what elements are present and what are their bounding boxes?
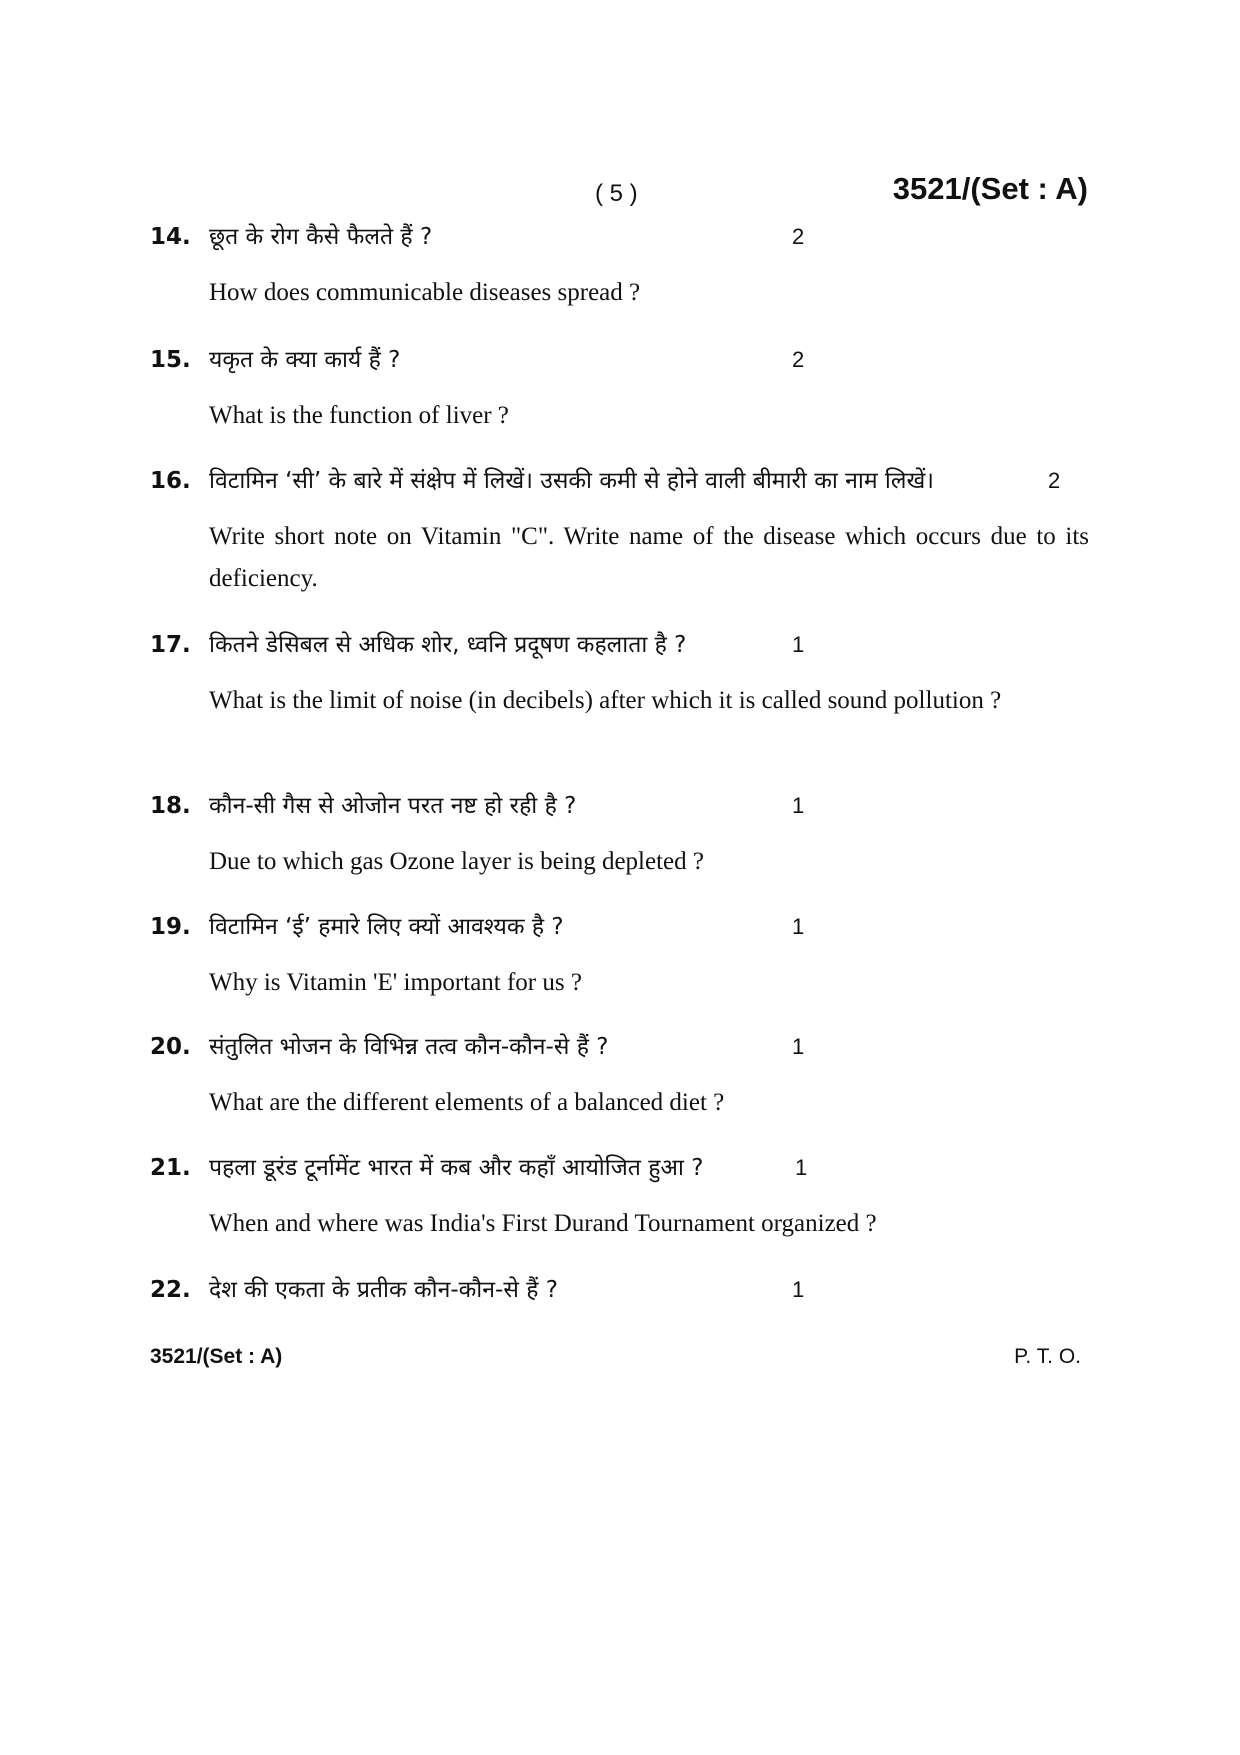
question-number: 21. — [150, 1155, 191, 1181]
question-text-hindi: विटामिन ‘सी’ के बारे में संक्षेप में लिखें। उसकी कमी से होने वाली बीमारी का नाम लिखें। — [209, 468, 934, 494]
question-marks: 1 — [792, 632, 805, 657]
question-marks: 1 — [792, 914, 805, 939]
question-text-english: When and where was India's First Durand Tournament organized ? — [209, 1210, 877, 1237]
question-17 — [150, 625, 1090, 722]
question-number: 22. — [150, 1277, 191, 1303]
question-text-english: What is the limit of noise (in decibels) after which it is called sound pollution ? — [209, 687, 1002, 714]
question-number: 18. — [150, 793, 191, 819]
paper-code-header: 3521/(Set : A) — [892, 171, 1088, 206]
question-number: 14. — [150, 224, 191, 250]
question-marks: 1 — [795, 1155, 808, 1180]
question-text-english: Write short note on Vitamin "C". Write name of the disease which occurs due to its deficiency. — [209, 523, 1089, 592]
question-text-hindi: कितने डेसिबल से अधिक शोर, ध्वनि प्रदूषण कहलाता है ? — [209, 632, 687, 658]
question-marks: 2 — [1048, 468, 1061, 493]
question-marks: 1 — [792, 793, 805, 818]
question-number: 19. — [150, 914, 191, 940]
question-number: 16. — [150, 468, 191, 494]
question-number: 20. — [150, 1034, 191, 1060]
question-text-hindi: संतुलित भोजन के विभिन्न तत्व कौन-कौन-से हैं ? — [209, 1034, 609, 1060]
question-text-english: How does communicable diseases spread ? — [209, 279, 641, 306]
question-text-hindi: विटामिन ‘ई’ हमारे लिए क्यों आवश्यक है ? — [209, 914, 564, 940]
question-marks: 2 — [792, 224, 805, 249]
question-text-hindi: पहला डूरंड टूर्नामेंट भारत में कब और कहाँ आयोजित हुआ ? — [209, 1155, 704, 1181]
page-number: ( 5 ) — [595, 180, 638, 207]
question-text-english: What is the function of liver ? — [209, 402, 509, 429]
question-text-hindi: छूत के रोग कैसे फैलते हैं ? — [209, 224, 433, 250]
question-text-english: Due to which gas Ozone layer is being depleted ? — [209, 848, 704, 875]
question-number: 17. — [150, 632, 191, 658]
question-text-hindi: कौन-सी गैस से ओजोन परत नष्ट हो रही है ? — [209, 793, 577, 819]
question-20 — [150, 1027, 1090, 1124]
question-text-hindi: देश की एकता के प्रतीक कौन-कौन-से हैं ? — [209, 1277, 558, 1303]
question-number: 15. — [150, 347, 191, 373]
question-18 — [150, 786, 1090, 883]
question-text-english: What are the different elements of a balanced diet ? — [209, 1089, 725, 1116]
question-marks: 1 — [792, 1034, 805, 1059]
paper-code-footer: 3521/(Set : A) — [150, 1345, 283, 1368]
question-21 — [150, 1148, 1090, 1245]
question-16 — [150, 461, 1090, 600]
question-15 — [150, 340, 1090, 437]
question-text-english: Why is Vitamin 'E' important for us ? — [209, 969, 582, 996]
question-22 — [150, 1270, 1090, 1310]
question-marks: 2 — [792, 347, 805, 372]
pto-label: P. T. O. — [1014, 1345, 1081, 1368]
question-text-hindi: यकृत के क्या कार्य हैं ? — [209, 347, 401, 373]
question-19 — [150, 907, 1090, 1004]
question-marks: 1 — [792, 1277, 805, 1302]
question-14 — [150, 217, 1090, 314]
